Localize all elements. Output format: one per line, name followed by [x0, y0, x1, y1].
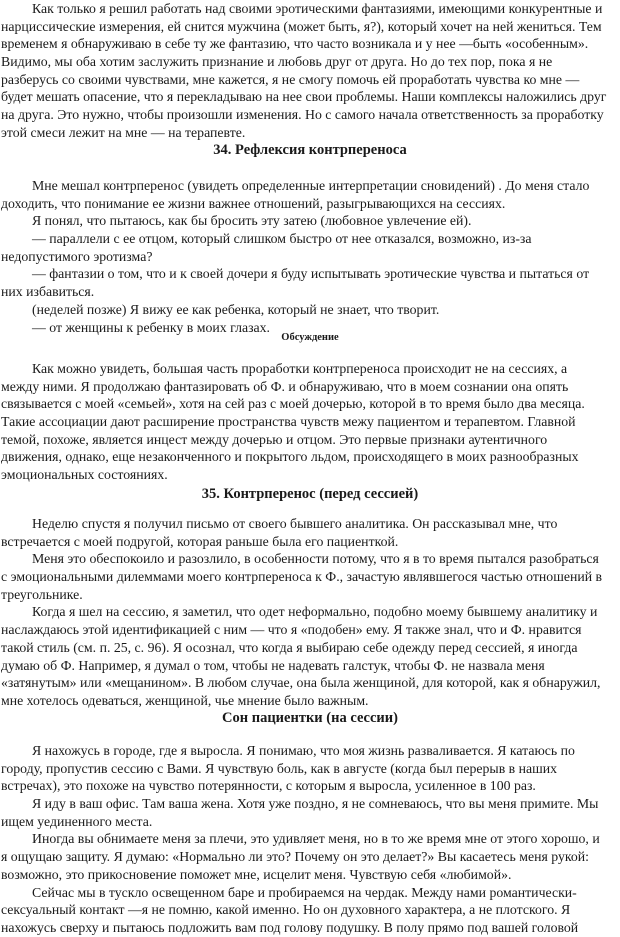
section-heading-35: 35. Контрперенос (перед сессией)	[201, 486, 419, 502]
text-line: на друга. Это нужно, чтобы произошли изменения. Но с самого начала ответственность за проработку	[1, 107, 604, 123]
text-line: между ними. Я продолжаю фантазировать об Ф. и обнаруживаю, что в моем сознании она опять	[1, 378, 569, 394]
text-line: нахожусь сверху и пытаюсь подложить вам под голову подушку. В полу прямо под вашей головой	[1, 919, 579, 935]
text-line: будет мешать опасение, что я перекладываю на нее свои проблемы. Наши комплексы наложились друг	[1, 89, 607, 105]
text-line: темой, похоже, является инцест между дочерью и отцом. Это первые признаки аутентичного	[1, 431, 548, 447]
text-line: Когда я шел на сессию, я заметил, что одет неформально, подобно моему бывшему аналитику и	[32, 604, 598, 620]
section-heading-34: 34. Рефлексия контрпереноса	[213, 142, 407, 158]
text-line: ищем уединенного места.	[1, 813, 153, 829]
text-line: треугольнике.	[1, 586, 83, 602]
text-line: сексуальный контакт —я не помню, какой именно. Но он духовного характера, а не плотского. Я	[1, 902, 571, 918]
text-line: Как только я решил работать над своими эротическими фантазиями, имеющими конкурентные и	[32, 1, 603, 16]
text-line: наслаждаюсь этой идентификацией с ним — что я «подобен» ему. Я также знал, что и Ф. нравится	[1, 622, 582, 638]
text-line: встречается с моей подругой, которая раньше была его пациенткой.	[1, 533, 399, 549]
text-line: нарциссические измерения, ей снится мужчина (может быть, я?), который хочет на ней жениться. Тем	[1, 18, 602, 34]
paragraph-reflection	[1, 177, 620, 336]
text-line: Сейчас мы в тускло освещенном баре и пробираемся на чердак. Между нами романтически-	[32, 884, 577, 900]
text-line: — фантазии о том, что и к своей дочери я буду испытывать эротические чувства и пытаться от	[32, 266, 590, 282]
text-line: Я понял, что пытаюсь, как бы бросить эту затею (любовное увлечение ей).	[32, 213, 472, 229]
text-line: возможно, это прикосновение поможет мне, исцелит меня. Чувствую себя «любимой».	[1, 866, 512, 882]
text-line: Неделю спустя я получил письмо от своего бывшего аналитика. Он рассказывал мне, что	[32, 516, 558, 531]
text-line: Как можно увидеть, большая часть проработки контрпереноса происходит не на сессиях, а	[32, 361, 568, 376]
paragraph-dream	[1, 742, 620, 937]
subheading-discussion: Обсуждение	[281, 332, 339, 343]
text-line: — параллели с ее отцом, который слишком быстро от нее отказался, возможно, из-за	[32, 231, 532, 247]
section-heading-dream: Сон пациентки (на сессии)	[222, 710, 398, 726]
text-line: — от женщины к ребенку в моих глазах.	[32, 319, 270, 335]
text-line: доходить, что понимание ее жизни важнее отношений, разыгрывающихся на сессиях.	[1, 195, 506, 211]
text-line: мне хотелось одеваться, женщиной, чье мнение было важным.	[1, 692, 369, 708]
text-line: я ощущаю защиту. Я думаю: «Нормально ли это? Почему он это делает?» Вы касаетесь меня рукой:	[1, 849, 589, 865]
paragraph-discussion	[1, 360, 620, 484]
text-line: движения, однако, еще незаконченного и покрытого льдом, происходящего в моих разнообразных	[1, 449, 579, 465]
text-line: эмоциональных состояниях.	[1, 467, 168, 483]
text-line: думаю об Ф. Например, я думал о том, чтобы не надевать галстук, чтобы Ф. не назвала меня	[1, 657, 545, 673]
text-line: Иногда вы обнимаете меня за плечи, это удивляет меня, но в то же время мне от этого хорошо, и	[32, 831, 600, 847]
text-line: этой смеси лежит на мне — на терапевте.	[1, 124, 246, 140]
text-line: Я иду в ваш офис. Там ваша жена. Хотя уже поздно, я не сомневаюсь, что вы меня примите. Мы	[32, 796, 599, 812]
text-line: городу, пропустив сессию с Вами. Я чувствую боль, как в августе (когда был перерыв в наших	[1, 760, 558, 776]
text-line: недопустимого эротизма?	[1, 248, 153, 264]
text-line: связывается с моей «семьей», хотя на сей раз с моей дочерью, которой в то время было два месяца.	[1, 396, 585, 412]
text-line: них избавиться.	[1, 284, 95, 300]
text-line: Такие ассоциации дают расширение пространства чувств межу пациентом и терапевтом. Главной	[1, 414, 576, 430]
text-line: встречах), это похоже на чувство потерянности, с которым я выросла, усиленное в 100 раз.	[1, 778, 536, 794]
text-line: Меня это обеспокоило и разозлило, в особенности потому, что я в то время пытался разобраться	[32, 551, 599, 567]
text-line: разберусь со своими чувствами, мне кажется, я не смогу помочь ей проработать чувства ко мне —	[1, 71, 580, 87]
text-line: Видимо, мы оба хотим заслужить признание и любовь друг от друга. Но до тех пор, пока я не	[1, 54, 553, 70]
text-line: Мне мешал контрперенос (увидеть определенные интерпретации сновидений) . До меня стало	[32, 178, 590, 193]
paragraph-before-session	[1, 515, 620, 710]
text-line: временем я обнаруживаю в себе ту же фантазию, что часто возникала и у нее —быть «особенным».	[1, 36, 589, 52]
text-line: Я нахожусь в городе, где я выросла. Я понимаю, что моя жизнь разваливается. Я катаюсь по	[32, 743, 575, 758]
text-line: (неделей позже) Я вижу ее как ребенка, который не знает, что творит.	[32, 301, 440, 317]
paragraph-intro	[1, 0, 620, 142]
text-line: такой стиль (см. п. 25, с. 96). Я осознал, что когда я выбираю себе одежду перед сессией, я иногда	[1, 639, 578, 655]
text-line: с эмоциональными дилеммами моего контрпереноса к Ф., зачастую являвшегося частью отношений в	[1, 569, 603, 585]
text-line: «затянутым» или «мещанином». В любом случае, она была женщиной, для которой, как я обнаружил,	[1, 675, 601, 691]
